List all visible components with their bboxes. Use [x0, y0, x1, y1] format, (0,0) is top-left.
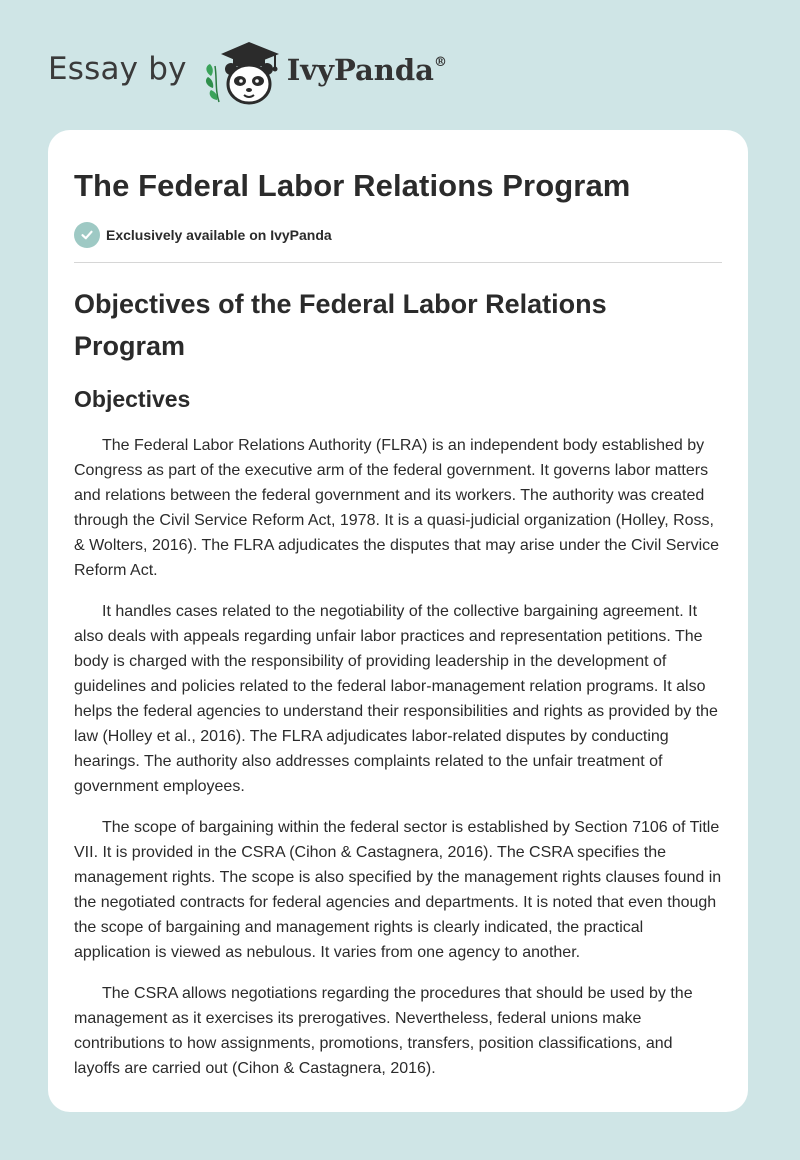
- page-title: The Federal Labor Relations Program: [74, 168, 631, 203]
- paragraph: The Federal Labor Relations Authority (FLRA) is an independent body established by Congress as part of the executive arm of the federal government. It governs labor matters and relations between the federal government and its workers. The authority was created through the Civil Service Reform Act, 1978. It is a quasi-judicial organization (Holley, Ross, & Wolters, 2016). The FLRA adjudicates the disputes that may arise under the Civil Service Reform Act.: [74, 437, 720, 579]
- essay-body: [74, 433, 722, 1081]
- paragraph: The scope of bargaining within the federal sector is established by Section 7106 of Title VII. It is provided in the CSRA (Cihon & Castagnera, 2016). The CSRA specifies the management rights. The scope is also specified by the management rights clauses found in the negotiated contracts for federal agencies and departments. It is noted that even though the scope of bargaining and management rights is clearly indicated, the practical application is viewed as nebulous. It varies from one agency to another.: [74, 819, 722, 961]
- exclusive-badge-label: Exclusively available on IvyPanda: [106, 227, 332, 243]
- panda-graduation-cap-icon[interactable]: [201, 36, 291, 108]
- site-header: [48, 36, 447, 108]
- ivypanda-logo-text[interactable]: [287, 53, 447, 87]
- ivy-leaf-icon: [206, 64, 219, 102]
- subheading: Objectives: [74, 386, 191, 412]
- paragraph: The CSRA allows negotiations regarding the procedures that should be used by the management as it exercises its prerogatives. Nevertheless, federal unions make contributions to how assignments, promotions, transfers, position classifications, and layoffs are carried out (Cihon & Castagnera, 2016).: [74, 985, 693, 1077]
- essay-by-label: Essay by: [48, 51, 187, 87]
- brand-name: IvyPanda: [286, 53, 434, 87]
- registered-mark: ®: [433, 55, 447, 70]
- divider: [74, 262, 722, 263]
- check-icon: [74, 222, 100, 248]
- essay-card: [48, 130, 748, 1112]
- exclusive-badge: [74, 222, 722, 248]
- paragraph: It handles cases related to the negotiability of the collective bargaining agreement. It also deals with appeals regarding unfair labor practices and representation petitions. The body is charged with the responsibility of providing leadership in the development of guidelines and policies related to the federal labor-management relation programs. It also helps the federal agencies to understand their responsibilities and rights as provided by the law (Holley et al., 2016). The FLRA adjudicates labor-related disputes by conducting hearings. The authority also addresses complaints related to the unfair treatment of government employees.: [74, 603, 718, 795]
- section-heading: Objectives of the Federal Labor Relations Program: [74, 289, 607, 361]
